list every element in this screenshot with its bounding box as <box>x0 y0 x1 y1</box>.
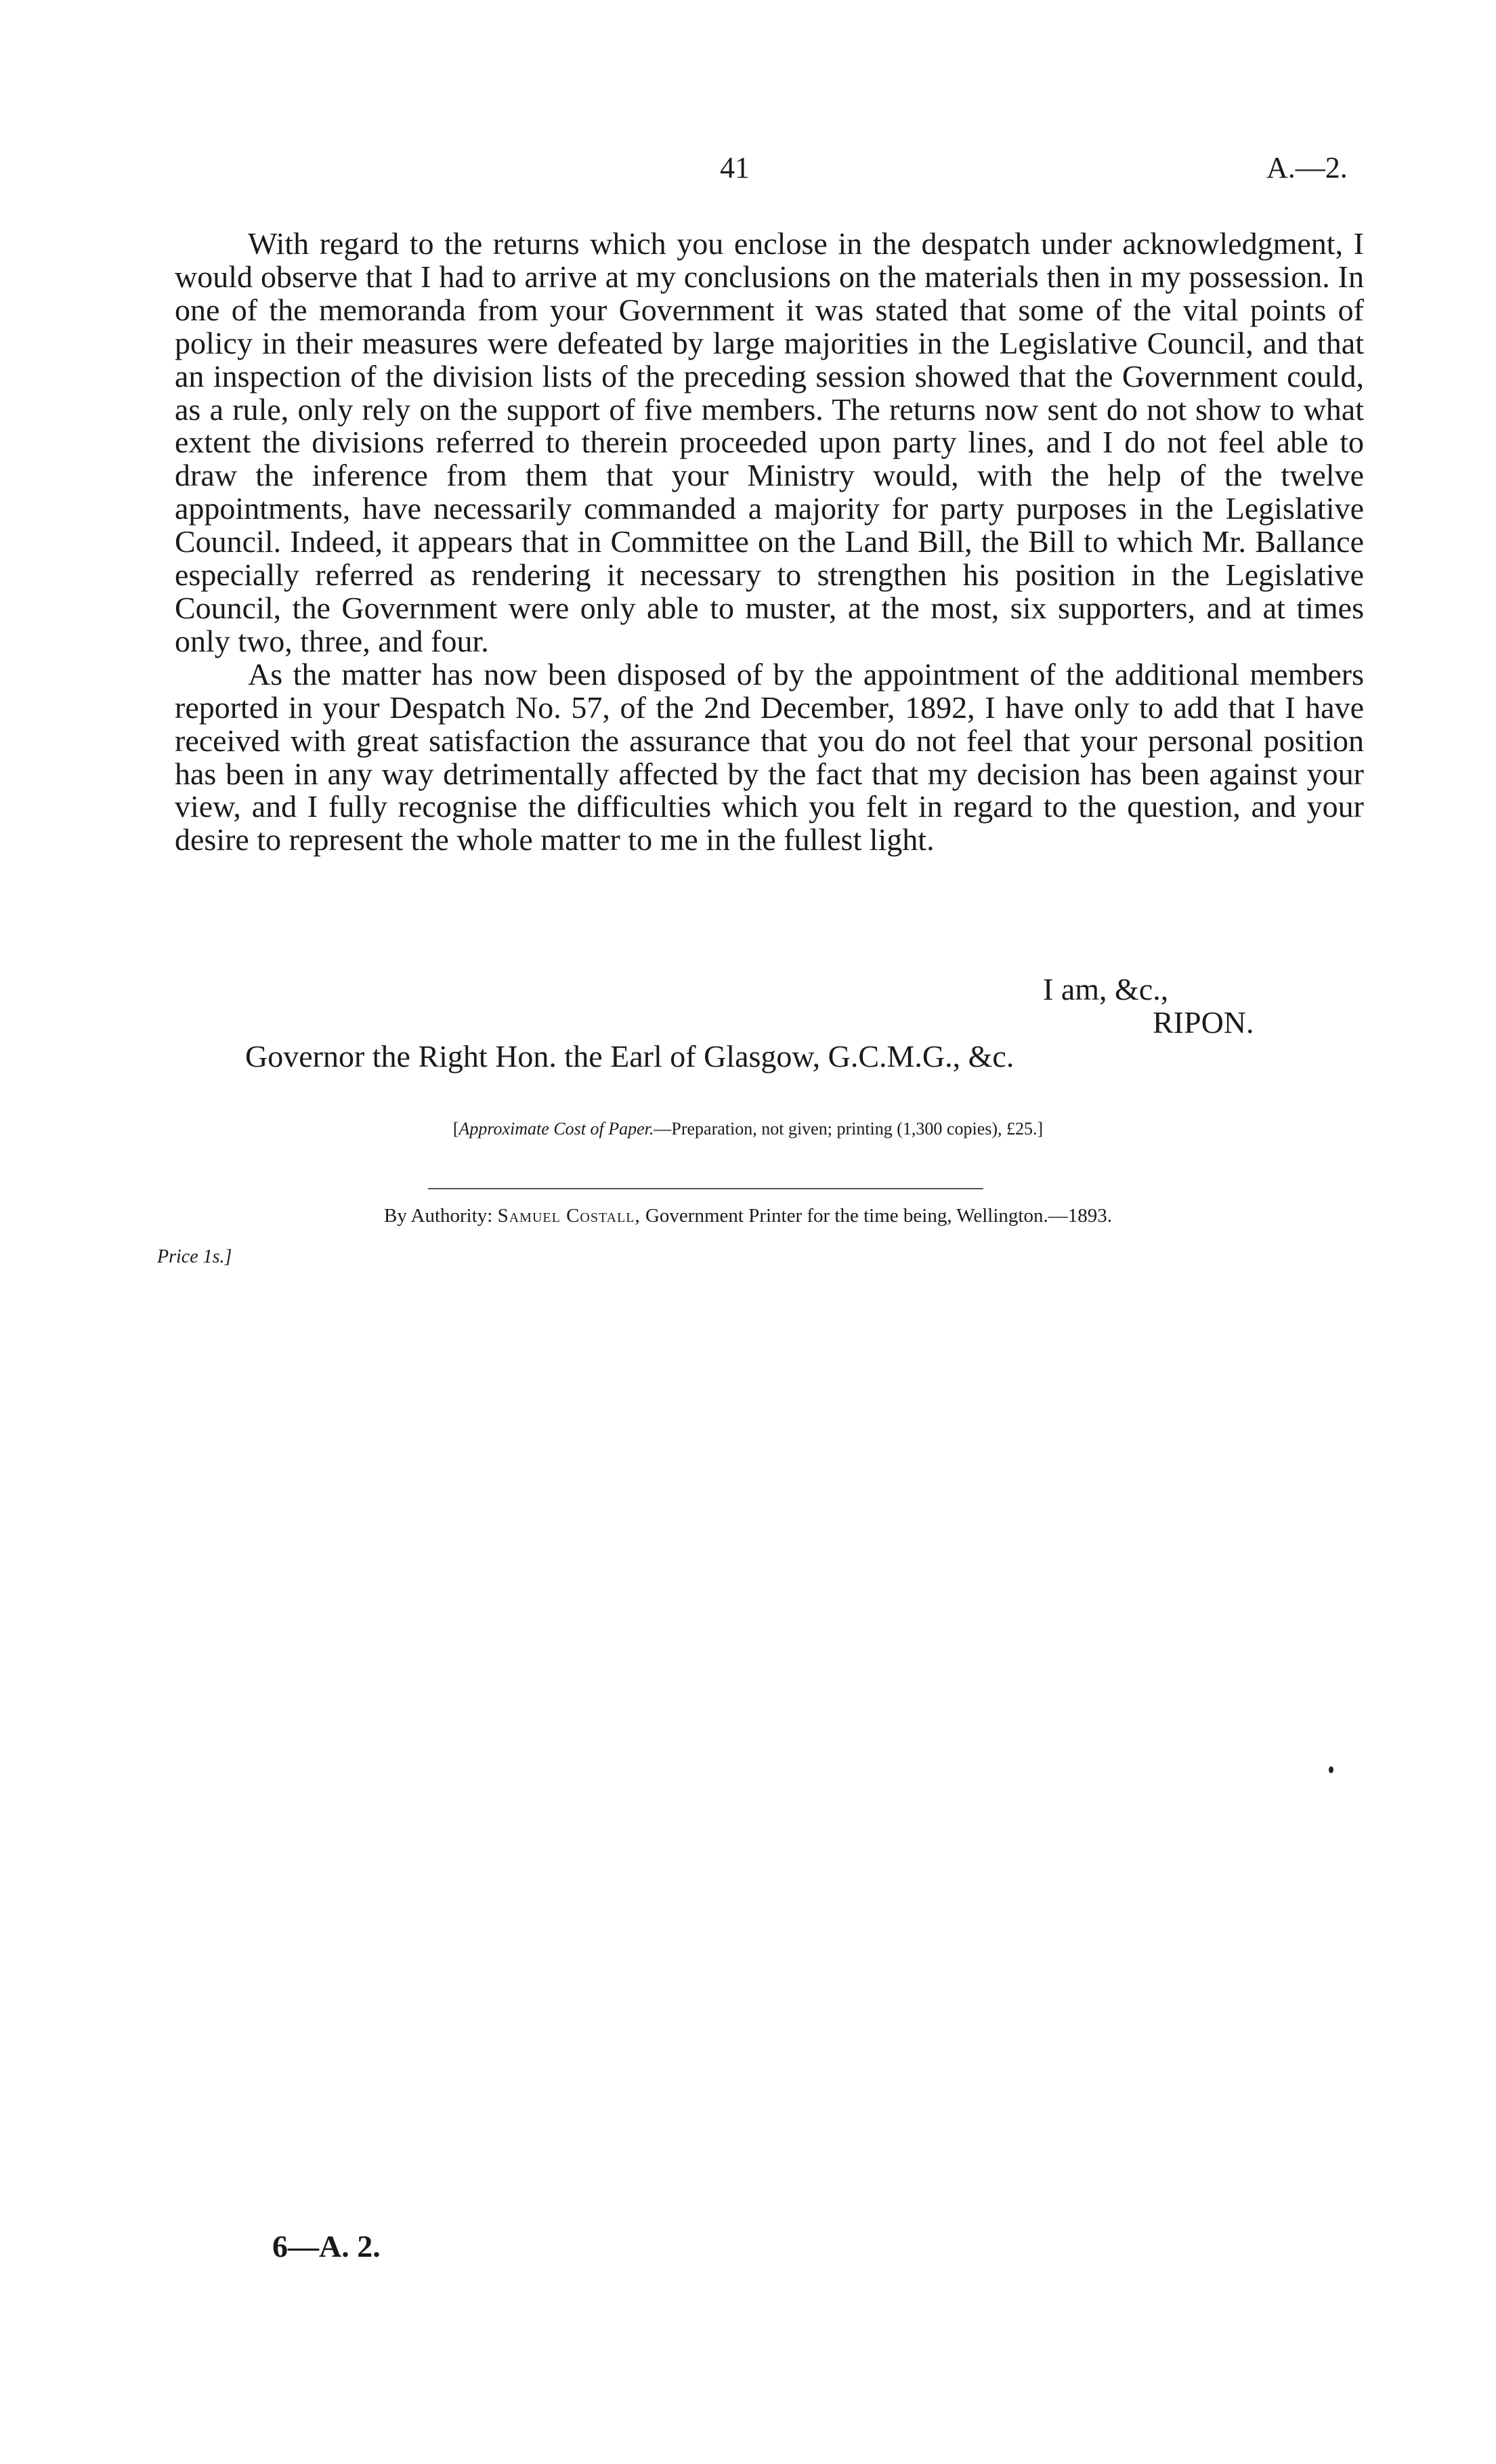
authority-prefix: By Authority: <box>384 1205 493 1227</box>
printer-name: Samuel Costall, <box>497 1205 641 1227</box>
divider-rule <box>428 1188 983 1189</box>
price-text: Price 1s. <box>157 1246 225 1267</box>
letter-paragraph-2: As the matter has now been disposed of by the appointment of the additional members reported in your Despatch No. 57, of the 2nd December, 1892, I have only to add that I have received with great satisfaction the assurance that you do not feel that your personal position has been in any way detrimentally affected by the fact that my decision has been against your view, and I fully recognise the difficulties which you felt in regard to the question, and your desire to represent the whole matter to me in the fullest light. <box>175 656 1364 857</box>
cost-note: [Approximate Cost of Paper.—Preparation, not given; printing (1,300 copies), £25.] <box>452 1119 1044 1139</box>
letter-body <box>175 228 1364 857</box>
page-number: 41 <box>720 151 750 184</box>
letter-addressee: Governor the Right Hon. the Earl of Glasgow, G.C.M.G., &c. <box>245 1039 1014 1074</box>
document-reference: A.—2. <box>1266 151 1348 184</box>
sheet-mark: 6—A. 2. <box>272 2229 381 2264</box>
letter-paragraph-1: With regard to the returns which you enclose in the despatch under acknowledgment, I would observe that I had to arrive at my conclusions on the materials then in my possession. In one of the memoranda from your Government it was stated that some of the vital points of policy in their measures were defeated by large majorities in the Legislative Council, and that an inspection of the division lists of the preceding session showed that the Government could, as a rule, only rely on the support of five members. The returns now sent do not show to what extent the divisions referred to therein proceeded upon party lines, and I do not feel able to draw the inference from them that your Ministry would, with the help of the twelve appointments, have necessarily commanded a majority for party purposes in the Legislative Council. Indeed, it appears that in Committee on the Land Bill, the Bill to which Mr. Ballance especially referred as rendering it necessary to strengthen his position in the Legislative Council, the Government were only able to muster, at the most, six supporters, and at times only two, three, and four. <box>175 226 1364 658</box>
letter-signature: RIPON. <box>1153 1005 1254 1040</box>
authority-suffix: Government Printer for the time being, Wellington.—1893. <box>645 1205 1112 1227</box>
printer-authority <box>0 1205 1496 1227</box>
ink-speck <box>1329 1766 1333 1773</box>
cost-note-text: —Preparation, not given; printing (1,300 copies), £25. <box>654 1119 1038 1139</box>
cost-note-label: Approximate Cost of Paper. <box>458 1119 654 1139</box>
price-note: Price 1s.] <box>157 1246 232 1267</box>
letter-closing: I am, &c., <box>1043 972 1169 1006</box>
